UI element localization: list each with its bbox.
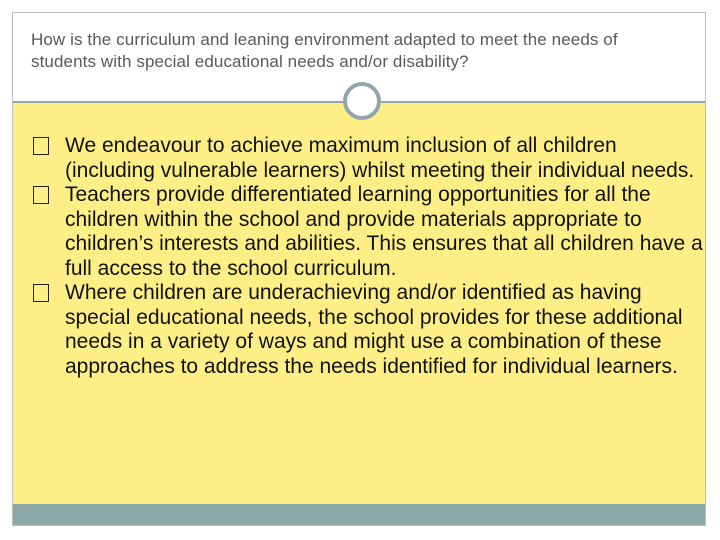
- bottom-accent-bar: [13, 504, 705, 525]
- divider-circle-icon: [343, 82, 381, 120]
- bullet-list: [33, 134, 703, 379]
- bullet-text-1: We endeavour to achieve maximum inclusion of all children (including vulnerable learners) whilst meeting their individual needs.: [65, 134, 695, 182]
- bullet-text-2: Teachers provide differentiated learning opportunities for all the children within the school and provide materials appropriate to children’s interests and abilities. This ensures that all children have a full access to the school curriculum.: [65, 183, 703, 280]
- slide-title: How is the curriculum and leaning environment adapted to meet the needs of students with special educational needs and/or disability?: [31, 30, 618, 71]
- slide-frame: [12, 12, 706, 526]
- bullet-item-3: [33, 281, 703, 379]
- square-bullet-icon: [33, 186, 49, 204]
- bullet-item-2: [33, 183, 703, 281]
- bullet-item-1: [33, 134, 703, 183]
- square-bullet-icon: [33, 137, 49, 155]
- bullet-text-3: Where children are underachieving and/or identified as having special educational needs, the school provides for these additional needs in a variety of ways and might use a combination of these approaches to address the needs identified for individual learners.: [65, 281, 683, 378]
- square-bullet-icon: [33, 284, 49, 302]
